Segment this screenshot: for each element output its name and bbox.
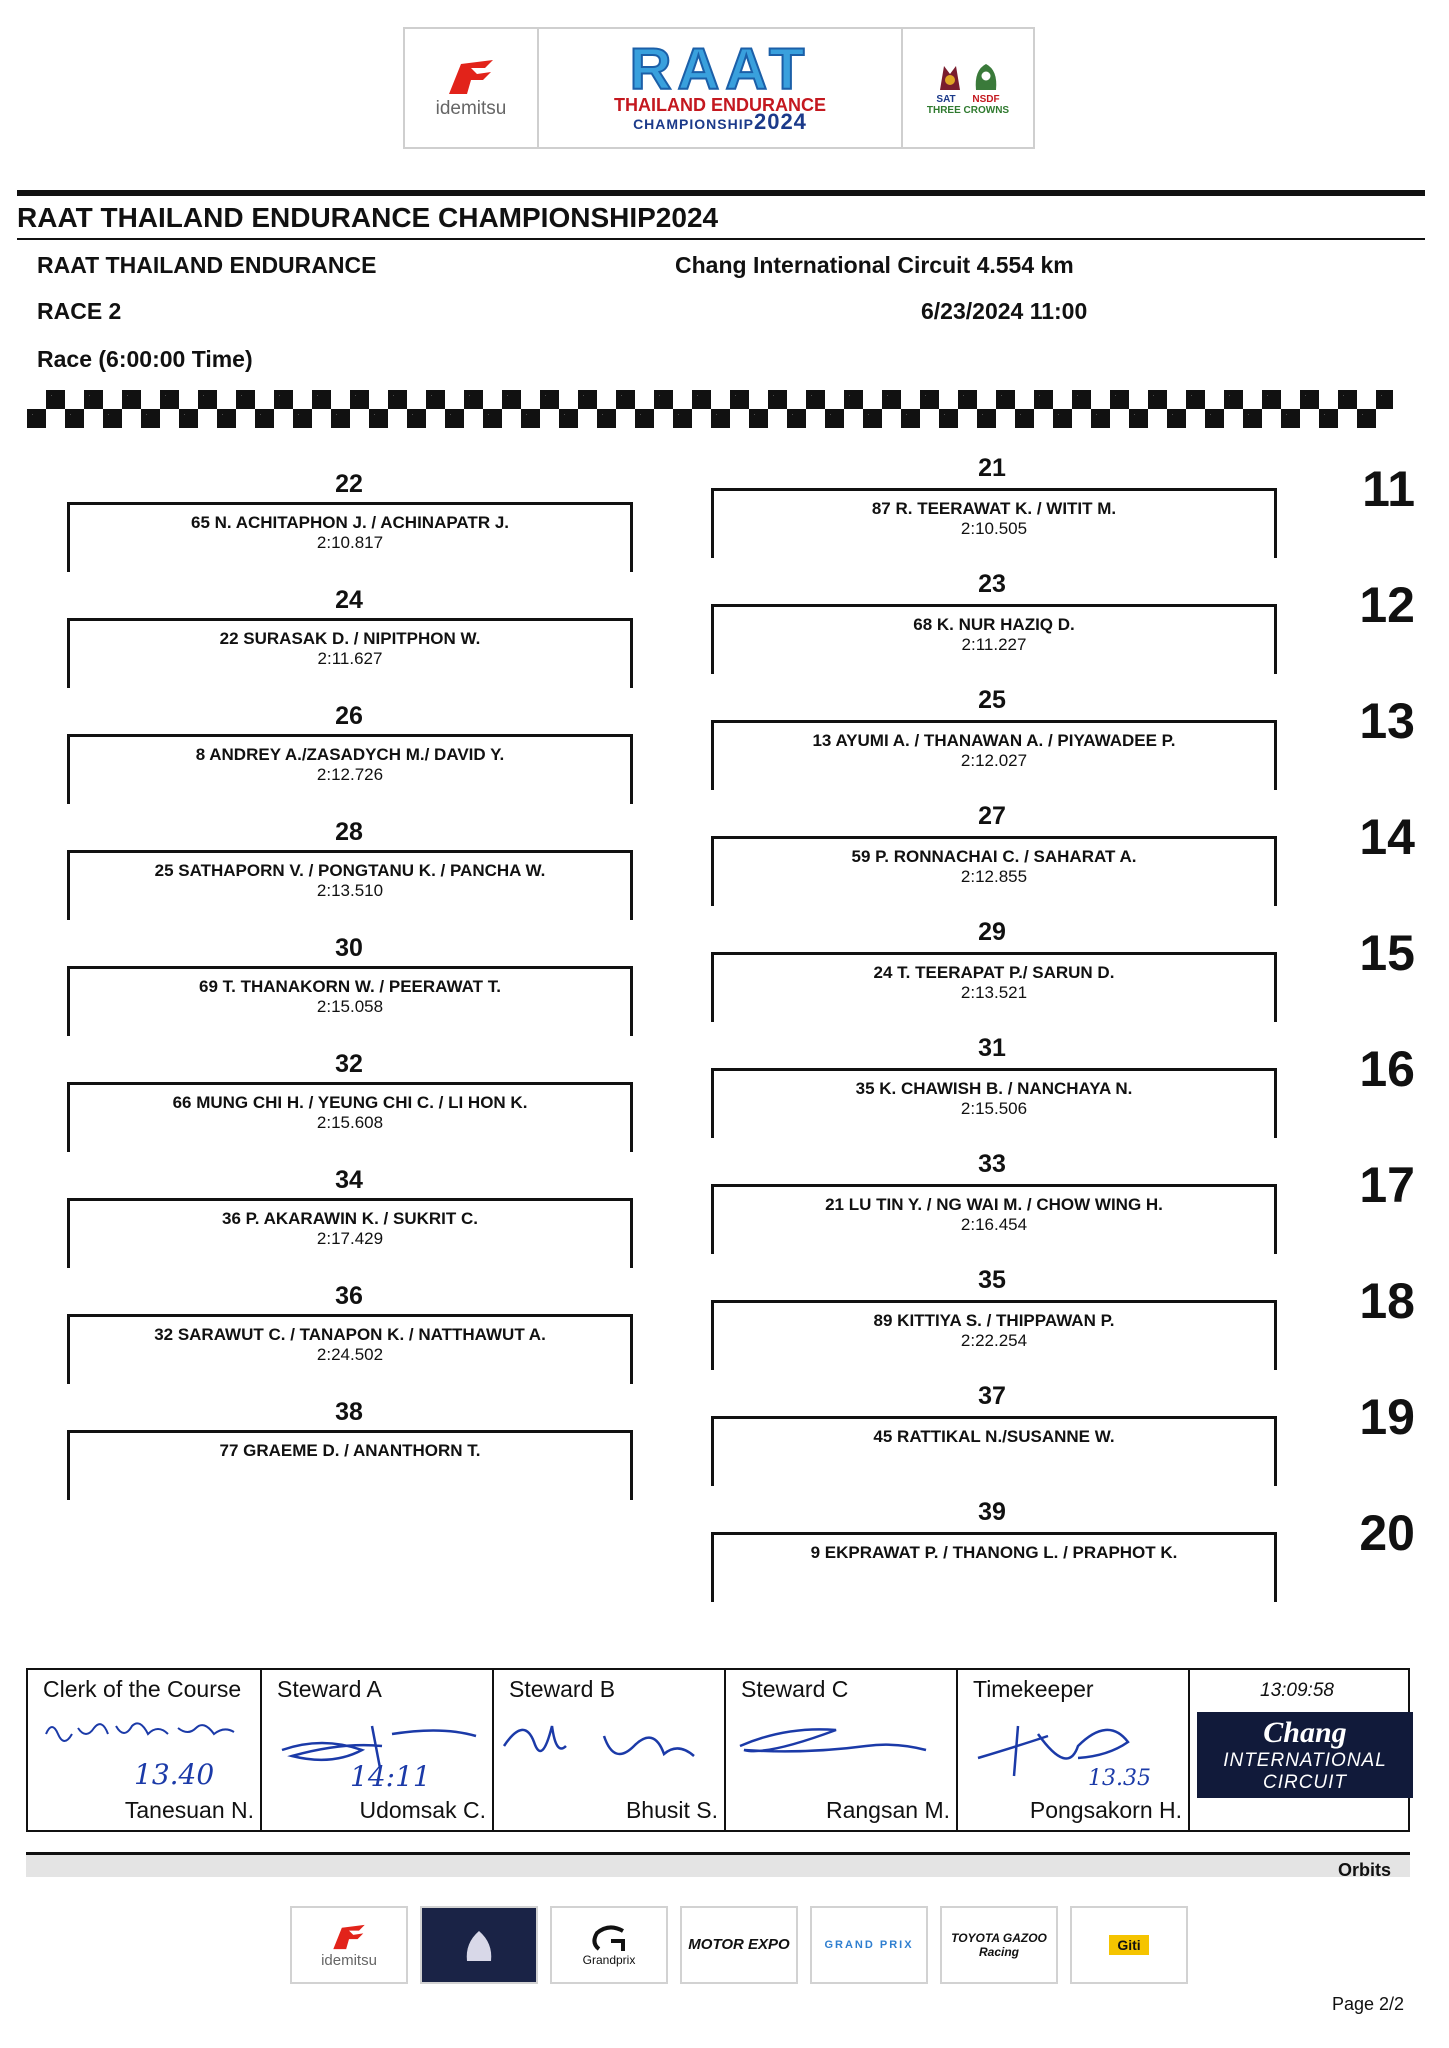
grid-position-number: 33 bbox=[978, 1150, 1006, 1178]
slot-laptime: 2:11.627 bbox=[317, 649, 383, 668]
grid-slot bbox=[67, 850, 633, 920]
slot-drivers: 13 AYUMI A. / THANAWAN A. / PIYAWADEE P. bbox=[812, 731, 1176, 750]
idemitsu-logo: idemitsu bbox=[405, 29, 539, 147]
steward-c-cell: Steward C Rangsan M. bbox=[726, 1670, 958, 1830]
steward-a-time-note: 14:11 bbox=[350, 1760, 431, 1793]
grandprix-g-icon bbox=[589, 1923, 629, 1953]
series-name: RAAT THAILAND ENDURANCE bbox=[37, 252, 377, 278]
grid-slot bbox=[711, 720, 1277, 790]
slot-drivers: 9 EKPRAWAT P. / THANONG L. / PRAPHOT K. bbox=[810, 1543, 1178, 1562]
grid-slot bbox=[711, 1532, 1277, 1602]
sponsor-giti: Giti bbox=[1070, 1906, 1188, 1984]
slot-laptime: 2:13.510 bbox=[316, 881, 384, 900]
grid-position-number: 22 bbox=[335, 470, 363, 498]
grid-slot bbox=[711, 1184, 1277, 1254]
slot-laptime: 2:11.227 bbox=[961, 635, 1027, 654]
grid-slot bbox=[711, 1416, 1277, 1486]
grid-slot bbox=[67, 734, 633, 804]
slot-drivers: 22 SURASAK D. / NIPITPHON W. bbox=[219, 629, 481, 648]
raat-logo: RAAT THAILAND ENDURANCE CHAMPIONSHIP2024 bbox=[539, 29, 903, 147]
page-title: RAAT THAILAND ENDURANCE CHAMPIONSHIP2024 bbox=[17, 202, 719, 233]
grid-position-number: 28 bbox=[335, 818, 363, 846]
grid-slot bbox=[67, 1314, 633, 1384]
grid-position-number: 26 bbox=[335, 702, 363, 730]
slot-laptime: 2:12.027 bbox=[960, 751, 1028, 770]
grid-position-number: 34 bbox=[335, 1166, 363, 1194]
slot-laptime: 2:15.058 bbox=[316, 997, 384, 1016]
sponsor-banner bbox=[403, 27, 1035, 149]
grid-row-number: 15 bbox=[1359, 925, 1415, 981]
steward-c-signature bbox=[726, 1706, 958, 1796]
slot-laptime: 2:17.429 bbox=[316, 1229, 384, 1248]
clerk-cell: Clerk of the Course 13.40 Tanesuan N. bbox=[28, 1670, 262, 1830]
idemitsu-small-icon bbox=[327, 1922, 371, 1952]
grid-position-number: 32 bbox=[335, 1050, 363, 1078]
sponsor-grand-prix: GRAND PRIX bbox=[810, 1906, 928, 1984]
grid-row-number: 14 bbox=[1359, 809, 1415, 865]
slot-drivers: 45 RATTIKAL N./SUSANNE W. bbox=[873, 1427, 1115, 1446]
slot-laptime: 2:16.454 bbox=[960, 1215, 1028, 1234]
grid-slot bbox=[67, 502, 633, 572]
grid-position-number: 30 bbox=[335, 934, 363, 962]
slot-laptime: 2:24.502 bbox=[316, 1345, 384, 1364]
sponsor-toyota-gazoo: TOYOTA GAZOO Racing bbox=[940, 1906, 1058, 1984]
grid-slot bbox=[67, 618, 633, 688]
slot-drivers: 59 P. RONNACHAI C. / SAHARAT A. bbox=[851, 847, 1137, 866]
race-format: Race (6:00:00 Time) bbox=[37, 346, 253, 372]
header-rule bbox=[17, 190, 1425, 196]
grid-position-number: 25 bbox=[978, 686, 1006, 714]
slot-drivers: 8 ANDREY A./ZASADYCH M./ DAVID Y. bbox=[195, 745, 505, 764]
grid-position-number: 29 bbox=[978, 918, 1006, 946]
steward-b-cell: Steward B Bhusit S. bbox=[494, 1670, 726, 1830]
grid-position-number: 31 bbox=[978, 1034, 1006, 1062]
checkered-flag-strip bbox=[27, 390, 1393, 428]
sponsor-idemitsu: idemitsu bbox=[290, 1906, 408, 1984]
grid-position-number: 27 bbox=[978, 802, 1006, 830]
slot-drivers: 69 T. THANAKORN W. / PEERAWAT T. bbox=[199, 977, 501, 996]
orbits-label: Orbits bbox=[1338, 1860, 1392, 1880]
sponsor-grandprix: Grandprix bbox=[550, 1906, 668, 1984]
slot-drivers: 89 KITTIYA S. / THIPPAWAN P. bbox=[873, 1311, 1115, 1330]
circuit-name: Chang International Circuit 4.554 km bbox=[675, 252, 1074, 278]
grid-row-number: 20 bbox=[1359, 1505, 1415, 1561]
grid-position-number: 24 bbox=[335, 586, 363, 614]
grid-position-number: 37 bbox=[978, 1382, 1006, 1410]
grid-row-number: 12 bbox=[1359, 577, 1415, 633]
slot-drivers: 25 SATHAPORN V. / PONGTANU K. / PANCHA W. bbox=[154, 861, 546, 880]
grid-slot bbox=[711, 836, 1277, 906]
timekeeper-cell: Timekeeper 13.35 Pongsakorn H. bbox=[958, 1670, 1190, 1830]
grid-slot bbox=[711, 604, 1277, 674]
slot-drivers: 36 P. AKARAWIN K. / SUKRIT C. bbox=[222, 1209, 478, 1228]
slot-drivers: 68 K. NUR HAZIQ D. bbox=[913, 615, 1075, 634]
slot-laptime: 2:15.506 bbox=[960, 1099, 1028, 1118]
slot-laptime: 2:10.505 bbox=[960, 519, 1028, 538]
grid-slot bbox=[67, 1198, 633, 1268]
slot-laptime: 2:22.254 bbox=[960, 1331, 1028, 1350]
grid-position-number: 39 bbox=[978, 1498, 1006, 1526]
slot-laptime: 2:15.608 bbox=[316, 1113, 384, 1132]
grid-slot bbox=[67, 1430, 633, 1500]
grid-position-number: 35 bbox=[978, 1266, 1006, 1294]
slot-drivers: 35 K. CHAWISH B. / NANCHAYA N. bbox=[855, 1079, 1133, 1098]
slot-drivers: 24 T. TEERAPAT P./ SARUN D. bbox=[873, 963, 1115, 982]
slot-laptime: 2:12.726 bbox=[316, 765, 384, 784]
slot-laptime: 2:10.817 bbox=[316, 533, 384, 552]
page-number: Page 2/2 bbox=[1332, 1994, 1405, 2014]
timekeeper-time-note: 13.35 bbox=[1088, 1766, 1151, 1791]
slot-drivers: 77 GRAEME D. / ANANTHORN T. bbox=[219, 1441, 481, 1460]
grid-row-number: 16 bbox=[1359, 1041, 1415, 1097]
grid-slot bbox=[711, 952, 1277, 1022]
grid-position-number: 38 bbox=[335, 1398, 363, 1426]
sponsor-thai-emblem bbox=[420, 1906, 538, 1984]
grid-slot bbox=[711, 1068, 1277, 1138]
grid-slot bbox=[67, 1082, 633, 1152]
steward-b-signature bbox=[494, 1706, 726, 1796]
grid-position-number: 36 bbox=[335, 1282, 363, 1310]
steward-a-cell: Steward A 14:11 Udomsak C. bbox=[262, 1670, 494, 1830]
slot-drivers: 21 LU TIN Y. / NG WAI M. / CHOW WING H. bbox=[825, 1195, 1163, 1214]
slot-drivers: 32 SARAWUT C. / TANAPON K. / NATTHAWUT A. bbox=[154, 1325, 546, 1344]
grid-slot bbox=[67, 966, 633, 1036]
grid-row-number: 17 bbox=[1359, 1157, 1415, 1213]
grid-position-number: 21 bbox=[978, 454, 1006, 482]
footer-band bbox=[26, 1855, 1410, 1877]
idemitsu-horse-icon bbox=[441, 56, 501, 98]
sponsor-motor-expo: MOTOR EXPO bbox=[680, 1906, 798, 1984]
grid-row-number: 19 bbox=[1359, 1389, 1415, 1445]
crest-icons bbox=[918, 60, 1018, 94]
slot-laptime: 2:12.855 bbox=[960, 867, 1028, 886]
race-datetime: 6/23/2024 11:00 bbox=[921, 298, 1088, 324]
race-name: RACE 2 bbox=[37, 298, 122, 324]
grid-position-number: 23 bbox=[978, 570, 1006, 598]
grid-slot bbox=[711, 1300, 1277, 1370]
chang-circuit-logo: Chang INTERNATIONAL CIRCUIT bbox=[1197, 1712, 1413, 1798]
slot-drivers: 87 R. TEERAWAT K. / WITIT M. bbox=[871, 499, 1117, 518]
emblem-icon bbox=[457, 1923, 501, 1967]
print-time: 13:09:58 bbox=[1260, 1680, 1334, 1701]
grid-slot bbox=[711, 488, 1277, 558]
header-rule-thin bbox=[17, 238, 1425, 240]
slot-drivers: 65 N. ACHITAPHON J. / ACHINAPATR J. bbox=[191, 513, 509, 532]
grid-row-number: 13 bbox=[1359, 693, 1415, 749]
grid-row-number: 18 bbox=[1359, 1273, 1415, 1329]
grid-row-number: 11 bbox=[1362, 461, 1415, 517]
sponsor-row bbox=[290, 1906, 1188, 1984]
slot-drivers: 66 MUNG CHI H. / YEUNG CHI C. / LI HON K. bbox=[172, 1093, 528, 1112]
slot-laptime: 2:13.521 bbox=[960, 983, 1028, 1002]
clerk-time-note: 13.40 bbox=[134, 1758, 215, 1791]
organizer-logos: SAT NSDF THREE CROWNS bbox=[903, 29, 1033, 147]
timekeeper-signature bbox=[958, 1706, 1190, 1796]
